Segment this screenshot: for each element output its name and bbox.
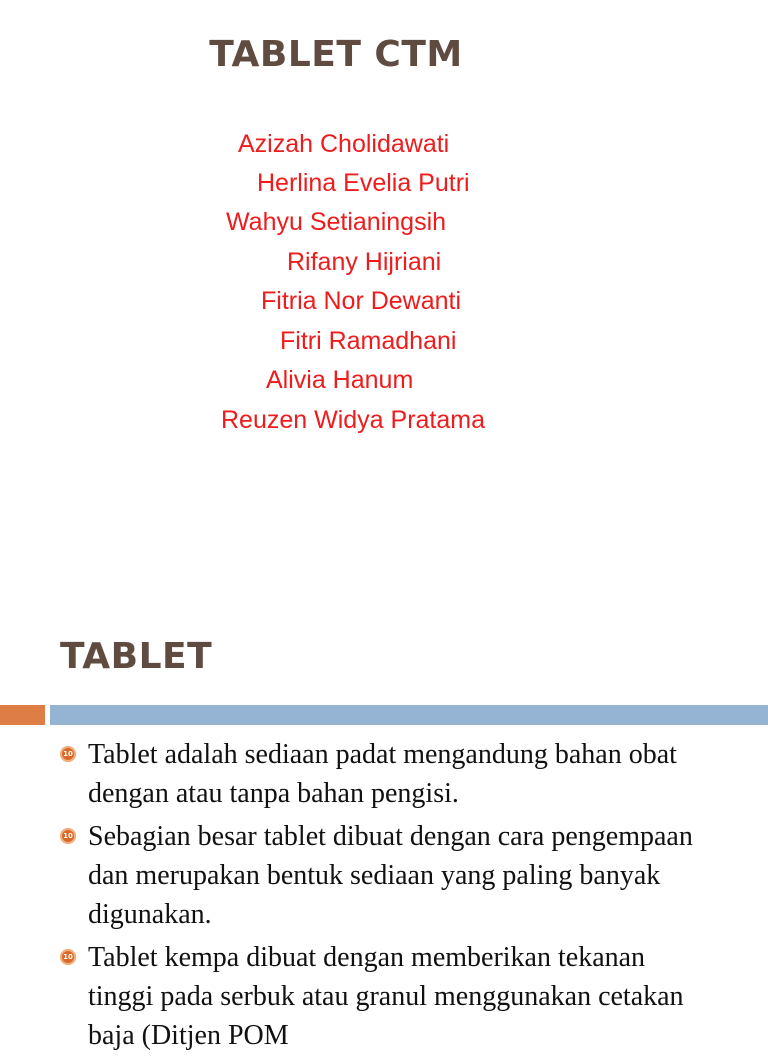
- bullet-item: [60, 735, 700, 813]
- bullet-list: [60, 735, 700, 1059]
- bullet-icon: 10: [60, 828, 76, 844]
- bullet-text: Tablet adalah sediaan padat mengandung bahan obat dengan atau tanpa bahan pengisi.: [88, 739, 677, 809]
- bullet-icon: 10: [60, 746, 76, 762]
- author-name: Fitri Ramadhani: [280, 327, 457, 355]
- slide2-title: TABLET: [60, 636, 213, 677]
- author-name: Reuzen Widya Pratama: [221, 406, 486, 434]
- bullet-text: Tablet kempa dibuat dengan memberikan tekanan tinggi pada serbuk atau granul menggunakan cetakan baja (Ditjen POM: [88, 942, 684, 1051]
- bullet-icon: 10: [60, 949, 76, 965]
- bullet-item: [60, 817, 700, 934]
- accent-bar-blue: [50, 705, 768, 725]
- slide1-title: TABLET CTM: [209, 34, 463, 75]
- author-name: Herlina Evelia Putri: [257, 169, 470, 197]
- author-name: Rifany Hijriani: [287, 248, 442, 276]
- author-name: Fitria Nor Dewanti: [261, 287, 462, 315]
- author-name: Wahyu Setianingsih: [226, 208, 447, 236]
- accent-bar-orange: [0, 705, 45, 725]
- bullet-text: Sebagian besar tablet dibuat dengan cara pengempaan dan merupakan bentuk sediaan yang paling banyak digunakan.: [88, 821, 693, 930]
- author-name: Alivia Hanum: [266, 366, 414, 394]
- author-name: Azizah Cholidawati: [238, 130, 450, 158]
- bullet-item: [60, 938, 700, 1055]
